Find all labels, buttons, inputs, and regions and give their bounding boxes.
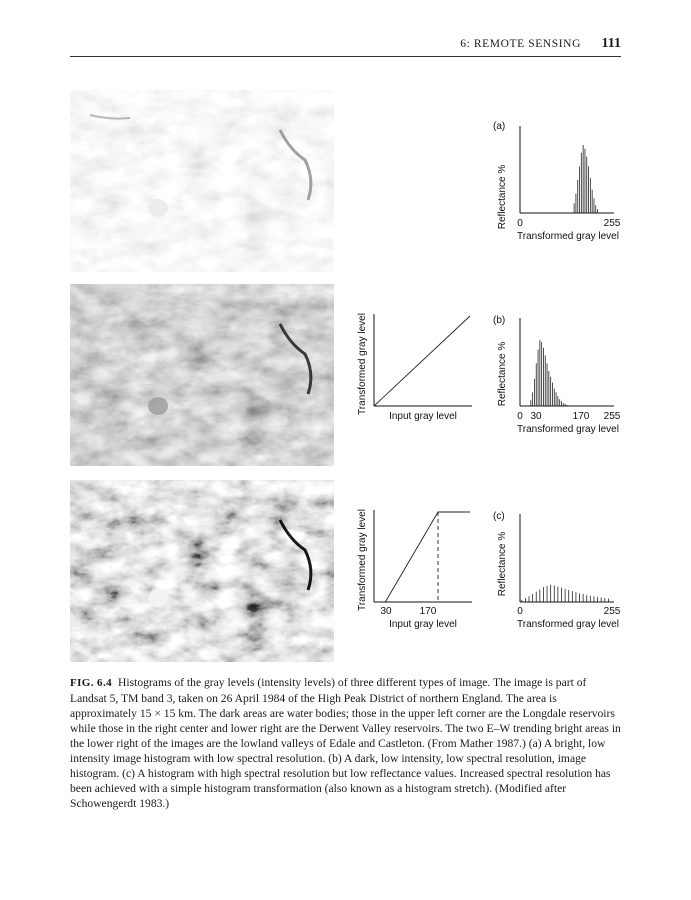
landsat-image-b — [70, 284, 334, 466]
x-axis-label: Transformed gray level — [517, 231, 619, 242]
histogram-bars — [531, 340, 567, 406]
transform-graph-c — [352, 508, 477, 632]
x-tick-label: 255 — [603, 218, 621, 229]
x-tick-label: 0 — [517, 606, 523, 617]
figure-caption — [70, 675, 622, 811]
y-axis-label: Reflectance % — [497, 341, 508, 407]
transfer-curve — [385, 512, 470, 602]
histogram-bars — [522, 585, 609, 602]
transfer-curve — [374, 316, 470, 406]
x-tick-label: 170 — [419, 606, 437, 617]
x-axis-label: Input gray level — [389, 411, 457, 422]
y-axis-label: Transformed gray level — [357, 509, 368, 611]
x-tick-label: 30 — [380, 606, 392, 617]
transform-graph-b — [352, 312, 477, 424]
caption-text: Histograms of the gray levels (intensity levels) of three different types of image. The image is part of Landsat 5, TM band 3, taken on 26 April 1984 of the High Peak District of northern England. The area is approximately 15 × 15 km. The dark areas are water bodies; those in the upper left corner are the Longdale reservoirs while those in the right center and lower right are the Derwent Valley reservoirs. The two E–W trending bright areas in the lower right of the images are the lowland valleys of Edale and Castleton. (From Mather 1987.) (a) A bright, low intensity image histogram with low spectral resolution. (b) A dark, low intensity, low spectral resolution, image histogram. (c) A histogram with high spectral resolution but low reflectance values. Increased spectral resolution has been achieved with a simple histogram transformation (also known as a histogram stretch). (Modified after Schowengerdt 1983.) — [70, 676, 621, 810]
page-number: 111 — [601, 36, 621, 51]
histogram-bars — [574, 145, 597, 213]
histogram-a — [484, 118, 634, 246]
x-axis-label: Input gray level — [389, 619, 457, 630]
x-axis-label: Transformed gray level — [517, 619, 619, 630]
landsat-image-c — [70, 480, 334, 662]
y-axis-label: Transformed gray level — [357, 313, 368, 415]
histogram-c — [484, 508, 634, 632]
x-axis-label: Transformed gray level — [517, 424, 619, 435]
histogram-b — [484, 312, 634, 436]
transfer-function — [385, 512, 470, 602]
landsat-image-a — [70, 90, 334, 272]
x-tick-label: 0 — [517, 411, 523, 422]
panel-label-c: (c) — [493, 511, 505, 522]
x-tick-label: 0 — [517, 218, 523, 229]
x-tick-label: 170 — [572, 411, 590, 422]
panel-label-b: (b) — [493, 315, 506, 326]
panel-label-a: (a) — [493, 121, 506, 132]
header-rule — [70, 56, 621, 57]
y-axis-label: Reflectance % — [497, 531, 508, 597]
running-header — [70, 36, 621, 56]
header-section-title: 6: REMOTE SENSING — [460, 38, 581, 50]
transfer-function — [374, 316, 470, 406]
x-tick-label: 255 — [603, 411, 621, 422]
y-axis-label: Reflectance % — [497, 164, 508, 230]
x-tick-label: 30 — [530, 411, 542, 422]
x-tick-label: 255 — [603, 606, 621, 617]
figure-label: FIG. 6.4 — [70, 677, 113, 689]
